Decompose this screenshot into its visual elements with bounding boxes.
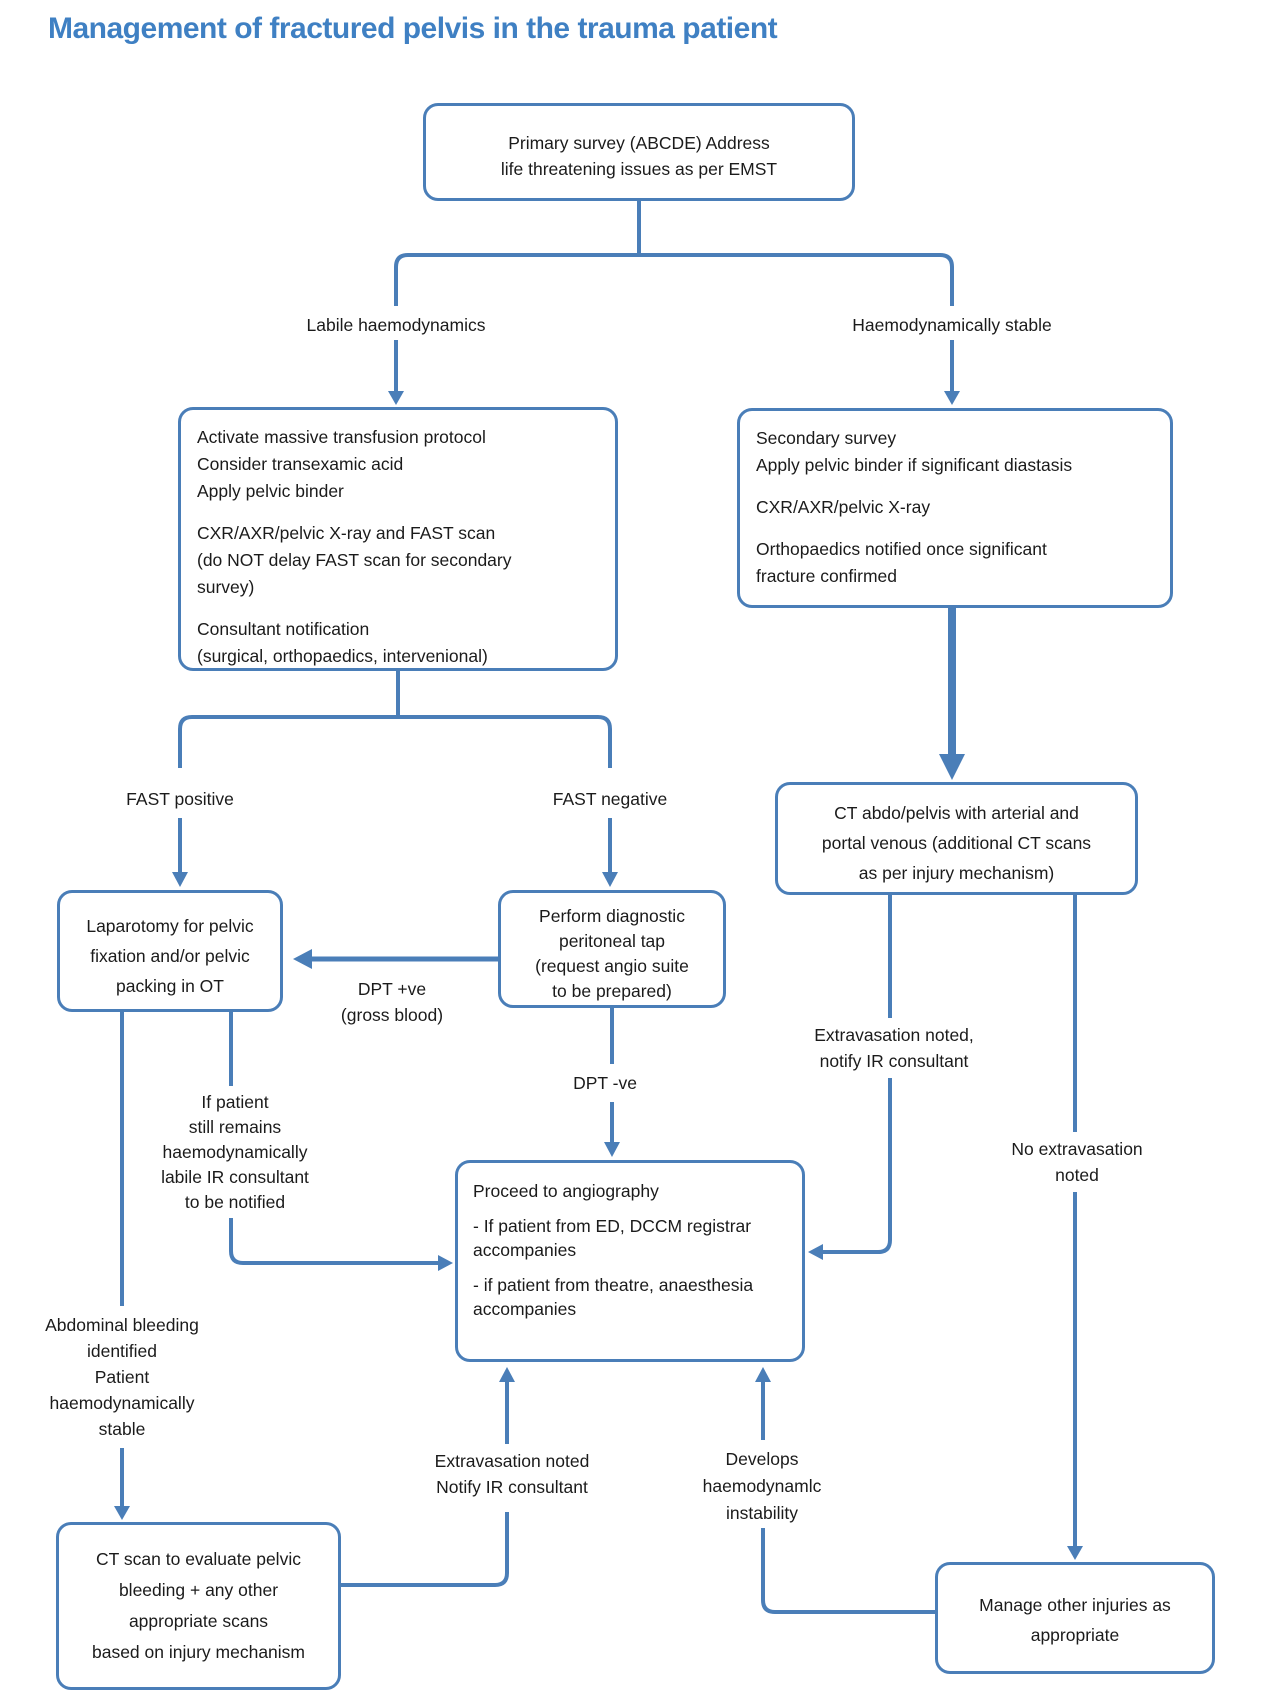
node-manage-other-injuries [935, 1562, 1215, 1674]
label-line: still remains [188, 1117, 282, 1137]
node-text-line: fracture confirmed [756, 566, 898, 586]
label-line: labile IR consultant [161, 1167, 309, 1187]
node-secondary-survey [737, 408, 1173, 608]
edge-label-dpt-negative: DPT -ve [573, 1073, 637, 1093]
node-text-line: CXR/AXR/pelvic X-ray [756, 497, 931, 517]
node-text-line: Consultant notification [197, 619, 370, 639]
label-line: Extravasation noted [434, 1451, 590, 1471]
node-text-line: - If patient from ED, DCCM registrar [473, 1216, 752, 1236]
arrowhead-left-icon [293, 949, 312, 969]
node-text-line: bleeding + any other [118, 1580, 279, 1600]
node-text-line: Proceed to angiography [473, 1181, 659, 1201]
edge-label-develops-instability [703, 1446, 822, 1527]
node-ct-scan-pelvic-bleeding [56, 1522, 341, 1690]
spacer [756, 521, 1170, 536]
spacer [756, 479, 1170, 494]
label-line: (gross blood) [340, 1005, 444, 1025]
node-text-line: Activate massive transfusion protocol [197, 427, 486, 447]
node-text-line: Primary survey (ABCDE) Address [508, 133, 770, 153]
node-text-line: CXR/AXR/pelvic X-ray and FAST scan [197, 523, 496, 543]
arrowhead-up-icon [499, 1367, 515, 1382]
node-text-line: appropriate [1030, 1625, 1120, 1645]
spacer [197, 505, 615, 520]
node-text-line: fixation and/or pelvic [90, 946, 250, 966]
label-line: DPT +ve [357, 979, 427, 999]
edge-label-if-patient-labile [161, 1090, 309, 1215]
label-line: instability [726, 1503, 798, 1523]
node-text-line: CT scan to evaluate pelvic [96, 1549, 301, 1569]
node-ct-abdo-pelvis [775, 782, 1138, 895]
label-line: Develops [725, 1449, 799, 1469]
node-text-line: Laparotomy for pelvic [86, 916, 254, 936]
edge-label-labile-haemodynamics: Labile haemodynamics [306, 315, 486, 335]
edge-label-extravasation-notify [435, 1448, 590, 1500]
label-line: haemodynamlc [702, 1476, 822, 1496]
node-text-line: life threatening issues as per EMST [500, 159, 778, 179]
node-peritoneal-tap [498, 890, 726, 1008]
node-text-line: survey) [197, 577, 255, 597]
edge-label-fast-negative: FAST negative [552, 789, 668, 809]
edge-label-fast-positive: FAST positive [126, 789, 234, 809]
arrowhead-down-icon [604, 1142, 620, 1157]
arrowhead-left-icon [808, 1244, 823, 1260]
arrowhead-up-icon [755, 1367, 771, 1382]
connector-line [341, 1512, 507, 1585]
node-text-line: Orthopaedics notified once significant [756, 539, 1047, 559]
node-text-line: Perform diagnostic [539, 906, 685, 926]
label-line: haemodynamically [49, 1393, 195, 1413]
spacer [197, 601, 615, 616]
node-text-line: based on injury mechanism [91, 1642, 306, 1662]
label-line: identified [86, 1341, 158, 1361]
label-line: If patient [201, 1092, 269, 1112]
node-resuscitation [178, 407, 618, 671]
connector-line [180, 717, 610, 768]
connector-line [823, 1078, 890, 1252]
node-text-line: to be prepared) [552, 981, 672, 1001]
arrowhead-right-icon [438, 1255, 453, 1271]
connector-line [763, 1528, 935, 1612]
node-text-line: Secondary survey [756, 428, 897, 448]
edge-label-haemodynamically-stable: Haemodynamically stable [852, 315, 1052, 335]
label-line: haemodynamically [162, 1142, 308, 1162]
spacer [473, 1203, 802, 1214]
node-text-line: Apply pelvic binder [197, 481, 344, 501]
edge-label-no-extravasation [1011, 1136, 1142, 1188]
node-text-line: (surgical, orthopaedics, intervenional) [197, 646, 488, 666]
arrowhead-down-icon [114, 1506, 130, 1520]
node-text-line: Consider transexamic acid [197, 454, 404, 474]
node-text-line: - if patient from theatre, anaesthesia [473, 1275, 754, 1295]
node-primary-survey [423, 103, 855, 201]
node-text-line: peritoneal tap [558, 931, 666, 951]
arrowhead-down-icon [1067, 1546, 1083, 1560]
edge-label-extravasation-notify-ir [814, 1022, 974, 1074]
node-text-line: accompanies [473, 1299, 577, 1319]
arrowhead-down-icon [944, 391, 960, 405]
connector-line [396, 255, 952, 306]
node-angiography [455, 1160, 805, 1362]
node-text-line: (do NOT delay FAST scan for secondary [197, 550, 512, 570]
label-line: Notify IR consultant [436, 1477, 588, 1497]
node-laparotomy [57, 890, 283, 1012]
arrowhead-down-icon [388, 391, 404, 405]
node-text-line: as per injury mechanism) [858, 863, 1055, 883]
node-text-line: Manage other injuries as [979, 1595, 1171, 1615]
node-text-line: (request angio suite [535, 956, 689, 976]
label-line: noted [1055, 1165, 1099, 1185]
node-text-line: accompanies [473, 1240, 577, 1260]
node-text-line: packing in OT [116, 976, 224, 996]
node-text-line: portal venous (additional CT scans [821, 833, 1092, 853]
arrowhead-down-icon [939, 754, 965, 780]
arrowhead-down-icon [172, 872, 188, 887]
label-line: notify IR consultant [819, 1051, 969, 1071]
node-text-line: Apply pelvic binder if significant diastasis [756, 455, 1073, 475]
spacer [473, 1262, 802, 1273]
node-text-line: appropriate scans [128, 1611, 269, 1631]
node-text-line: CT abdo/pelvis with arterial and [834, 803, 1079, 823]
connector-line [231, 1218, 438, 1263]
label-line: to be notified [184, 1192, 286, 1212]
label-line: Patient [94, 1367, 150, 1387]
label-line: Extravasation noted, [814, 1025, 974, 1045]
label-line: No extravasation [1011, 1139, 1143, 1159]
edge-label-abdominal-bleeding [45, 1312, 199, 1442]
arrowhead-down-icon [602, 872, 618, 887]
edge-label-dpt-positive [341, 976, 443, 1028]
page-title: Management of fractured pelvis in the trauma patient [48, 12, 778, 45]
label-line: stable [98, 1419, 146, 1439]
label-line: Abdominal bleeding [45, 1315, 199, 1335]
